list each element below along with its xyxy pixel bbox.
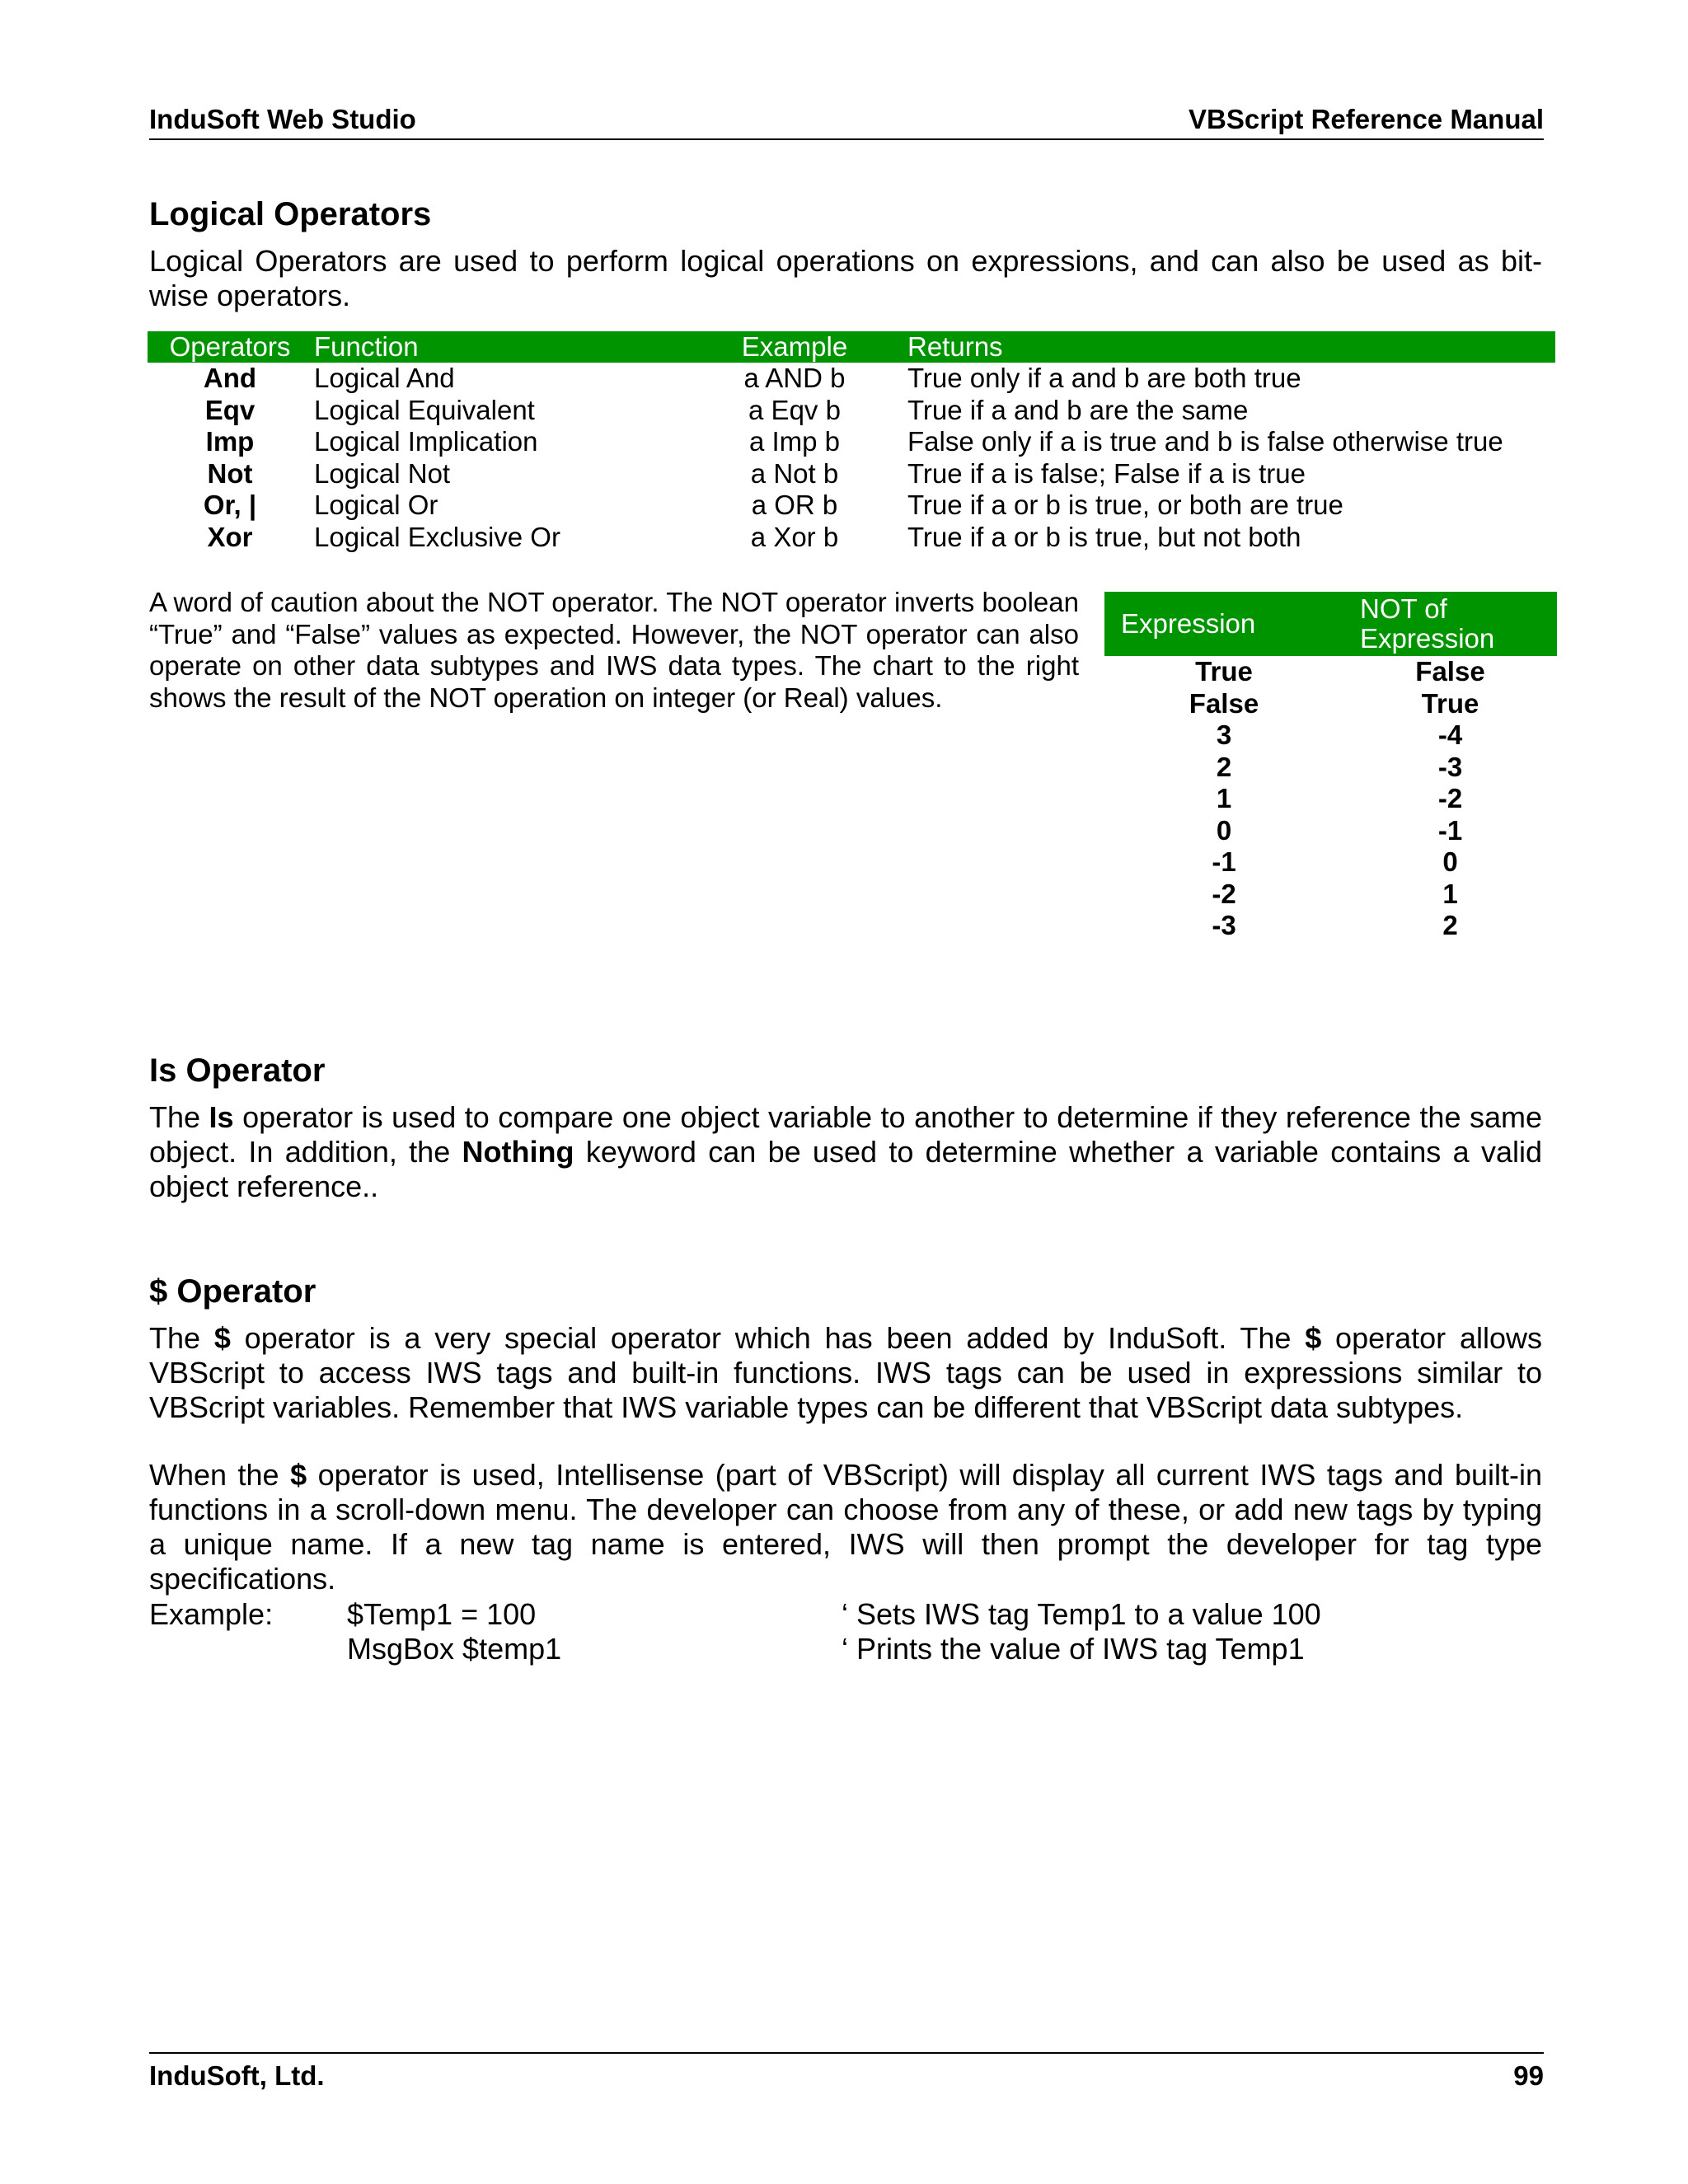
result-cell: -1 bbox=[1437, 814, 1463, 846]
dollar-operator-para-2 bbox=[149, 1458, 1542, 1596]
text-run: The bbox=[149, 1100, 209, 1134]
function-cell: Logical Exclusive Or bbox=[314, 521, 560, 552]
table-row bbox=[148, 426, 1555, 458]
expression-cell: 3 bbox=[1216, 719, 1232, 751]
example-code: MsgBox $temp1 bbox=[347, 1632, 562, 1666]
returns-cell: False only if a is true and b is false otherwise true bbox=[907, 426, 1503, 457]
table-row bbox=[1104, 656, 1557, 688]
returns-cell: True only if a and b are both true bbox=[907, 363, 1301, 394]
example-cell: a Not b bbox=[750, 457, 839, 489]
footer-company: InduSoft, Ltd. bbox=[149, 2060, 325, 2091]
text-run: keyword can be used to determine whether a variable contains a valid object reference.. bbox=[149, 1135, 1542, 1203]
table-row bbox=[1104, 910, 1557, 942]
table-row bbox=[1104, 752, 1557, 784]
operator-cell: Not bbox=[207, 457, 253, 489]
expression-cell: True bbox=[1195, 656, 1253, 687]
text-run: operator is used, Intellisense (part of VBScript) will display all current IWS tags and built-in functions in a scroll-down menu. The developer can choose from any of these, or add new tags by typing a unique name. If a new tag name is entered, IWS will then prompt the developer for tag type specifications. bbox=[149, 1458, 1542, 1596]
expression-cell: 0 bbox=[1216, 814, 1232, 846]
col-expression: Expression bbox=[1104, 592, 1343, 656]
function-cell: Logical Or bbox=[314, 490, 438, 521]
function-cell: Logical Implication bbox=[314, 426, 538, 457]
example-line bbox=[149, 1632, 1321, 1666]
col-example: Example bbox=[690, 331, 899, 363]
table-header-row bbox=[1104, 592, 1557, 656]
operator-cell: Eqv bbox=[204, 394, 256, 425]
result-cell: 2 bbox=[1442, 910, 1458, 941]
table-row bbox=[1104, 879, 1557, 911]
text-run: The bbox=[149, 1321, 214, 1355]
returns-cell: True if a or b is true, but not both bbox=[907, 521, 1301, 552]
table-row bbox=[148, 522, 1555, 554]
header-manual-title: VBScript Reference Manual bbox=[1189, 104, 1544, 134]
table-row bbox=[148, 395, 1555, 427]
col-not-of-expression: NOT of Expression bbox=[1343, 592, 1557, 656]
is-operator-heading: Is Operator bbox=[149, 1052, 326, 1089]
result-cell: -3 bbox=[1437, 751, 1463, 782]
keyword-dollar: $ bbox=[290, 1458, 307, 1492]
text-run: operator allows VBScript to access IWS tags and built-in functions. IWS tags can be used in expressions similar to VBScript variables. Remember that IWS variable types can be different that VBScript data subtypes. bbox=[149, 1321, 1542, 1424]
example-cell: a Xor b bbox=[750, 521, 839, 552]
expression-cell: 1 bbox=[1216, 783, 1232, 814]
operator-cell: And bbox=[203, 363, 257, 394]
example-label: Example: bbox=[149, 1597, 274, 1631]
col-returns: Returns bbox=[899, 331, 1555, 363]
returns-cell: True if a and b are the same bbox=[907, 394, 1249, 425]
expression-cell: -2 bbox=[1212, 878, 1236, 909]
logical-operators-heading: Logical Operators bbox=[149, 196, 432, 232]
table-row bbox=[148, 363, 1555, 395]
logical-operators-table bbox=[148, 331, 1555, 553]
text-run: operator is used to compare one object variable to another to determine if they reference the same object. In addition, the bbox=[149, 1100, 1542, 1169]
table-row bbox=[148, 458, 1555, 490]
example-comment: ‘ Prints the value of IWS tag Temp1 bbox=[842, 1632, 1305, 1666]
table-header-row bbox=[148, 331, 1555, 363]
function-cell: Logical And bbox=[314, 363, 455, 394]
logical-operators-intro: Logical Operators are used to perform logical operations on expressions, and can also be used as bit-wise operators. bbox=[149, 244, 1542, 312]
text-run: operator is a very special operator which has been added by InduSoft. The bbox=[230, 1321, 1306, 1355]
text-run: When the bbox=[149, 1458, 291, 1492]
function-cell: Logical Not bbox=[314, 457, 451, 489]
not-operator-caution: A word of caution about the NOT operator. The NOT operator inverts boolean “True” and “False” values as expected. However, the NOT operator can also operate on other data subtypes and IWS data types. The chart to the right shows the result of the NOT operation on integer (or Real) values. bbox=[149, 587, 1079, 713]
result-cell: -2 bbox=[1437, 783, 1463, 814]
example-line bbox=[149, 1597, 1321, 1632]
table-row bbox=[1104, 783, 1557, 815]
example-label-spacer bbox=[149, 1632, 347, 1666]
example-code: $Temp1 = 100 bbox=[347, 1597, 537, 1631]
header-product: InduSoft Web Studio bbox=[149, 104, 416, 134]
example-cell: a OR b bbox=[751, 490, 838, 521]
result-cell: 1 bbox=[1442, 878, 1458, 909]
result-cell: False bbox=[1415, 656, 1485, 687]
operator-cell: Or, | bbox=[203, 490, 257, 521]
col-operators: Operators bbox=[148, 331, 312, 363]
dollar-operator-heading: $ Operator bbox=[149, 1273, 316, 1310]
table-row bbox=[1104, 846, 1557, 879]
returns-cell: True if a or b is true, or both are true bbox=[907, 490, 1343, 521]
is-operator-description bbox=[149, 1100, 1542, 1204]
example-cell: a Imp b bbox=[748, 426, 841, 457]
table-row bbox=[148, 490, 1555, 522]
example-comment: ‘ Sets IWS tag Temp1 to a value 100 bbox=[842, 1597, 1321, 1631]
operator-cell: Xor bbox=[207, 521, 253, 552]
result-cell: 0 bbox=[1442, 846, 1458, 878]
expression-cell: False bbox=[1189, 687, 1259, 719]
keyword-dollar: $ bbox=[1305, 1321, 1322, 1355]
keyword-dollar: $ bbox=[213, 1321, 231, 1355]
result-cell: -4 bbox=[1437, 719, 1463, 751]
keyword-nothing: Nothing bbox=[462, 1135, 574, 1169]
example-cell: a AND b bbox=[743, 363, 846, 394]
table-row bbox=[1104, 688, 1557, 720]
page-number: 99 bbox=[1513, 2060, 1544, 2091]
page-footer bbox=[149, 2052, 1544, 2092]
col-function: Function bbox=[312, 331, 690, 363]
result-cell: True bbox=[1421, 687, 1479, 719]
dollar-operator-para-1 bbox=[149, 1321, 1542, 1425]
table-row bbox=[1104, 719, 1557, 752]
expression-cell: -1 bbox=[1212, 846, 1236, 878]
keyword-is: Is bbox=[209, 1100, 234, 1134]
page-header bbox=[149, 99, 1544, 140]
table-row bbox=[1104, 815, 1557, 847]
returns-cell: True if a is false; False if a is true bbox=[907, 457, 1306, 489]
not-results-table bbox=[1104, 592, 1557, 942]
example-cell: a Eqv b bbox=[748, 394, 841, 425]
expression-cell: -3 bbox=[1212, 910, 1236, 941]
operator-cell: Imp bbox=[205, 426, 255, 457]
dollar-operator-example bbox=[149, 1597, 1321, 1666]
function-cell: Logical Equivalent bbox=[314, 394, 535, 425]
expression-cell: 2 bbox=[1216, 751, 1232, 782]
